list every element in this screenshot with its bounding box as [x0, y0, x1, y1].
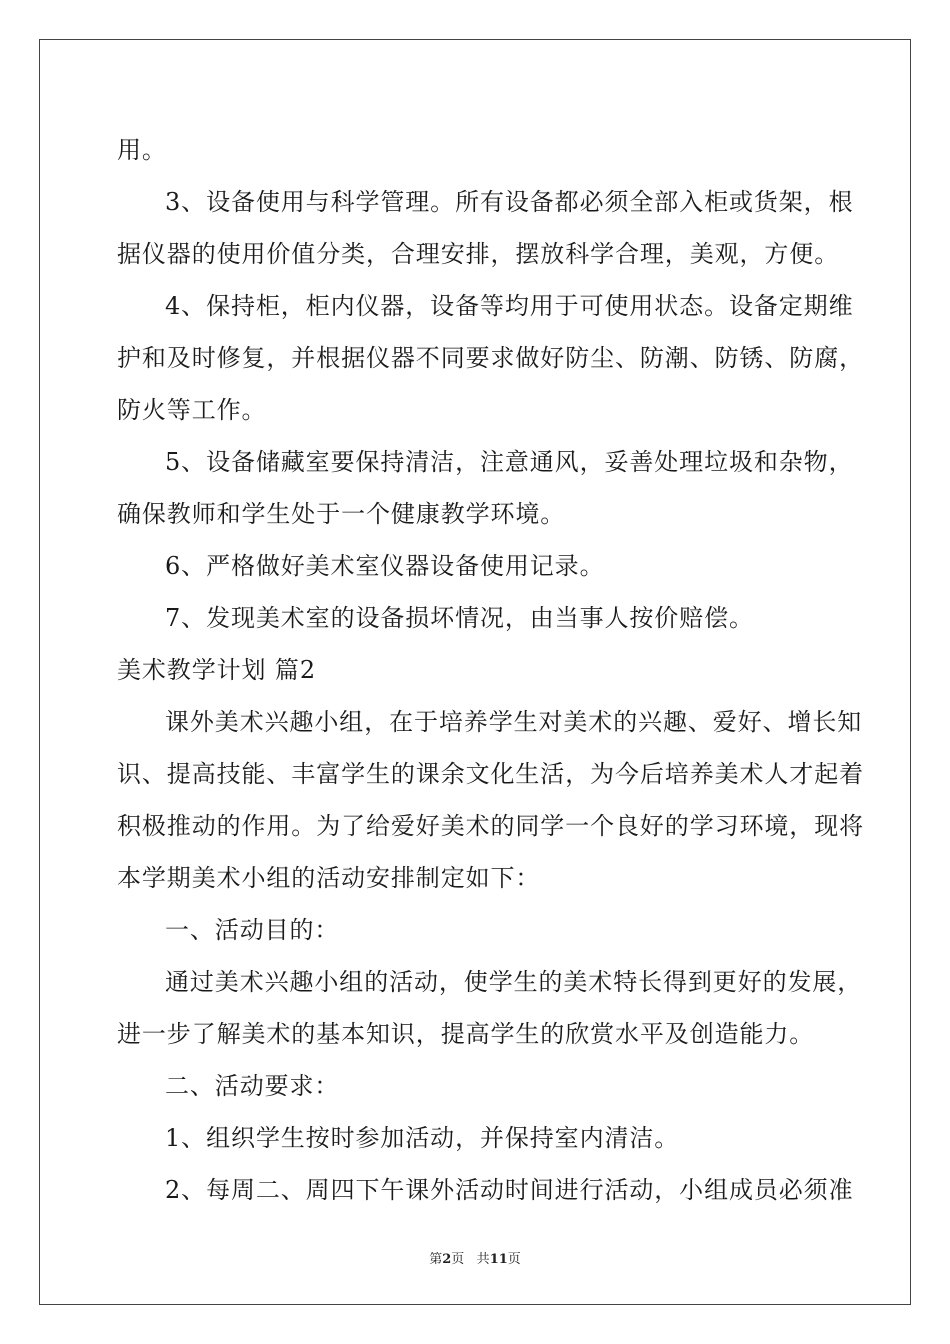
- page-suffix: 页: [451, 1252, 465, 1267]
- paragraph-line: 确保教师和学生处于一个健康教学环境。: [117, 500, 566, 528]
- subheading-line: 二、活动要求：: [165, 1072, 340, 1100]
- subheading-line: 一、活动目的：: [165, 916, 340, 944]
- paragraph-line: 7、发现美术室的设备损坏情况，由当事人按价赔偿。: [165, 604, 754, 632]
- paragraph-line: 1、组织学生按时参加活动，并保持室内清洁。: [165, 1124, 680, 1152]
- paragraph-line: 4、保持柜，柜内仪器，设备等均用于可使用状态。设备定期维: [165, 292, 854, 320]
- page-footer: [0, 1248, 950, 1267]
- paragraph-line: 本学期美术小组的活动安排制定如下：: [117, 864, 541, 892]
- paragraph-line: 通过美术兴趣小组的活动，使学生的美术特长得到更好的发展，: [165, 968, 863, 996]
- paragraph-line: 进一步了解美术的基本知识，提高学生的欣赏水平及创造能力。: [117, 1020, 815, 1048]
- paragraph-line: 6、严格做好美术室仪器设备使用记录。: [165, 552, 605, 580]
- total-pages: 11: [489, 1252, 508, 1267]
- page-number: 2: [442, 1252, 452, 1267]
- total-prefix: 共: [476, 1252, 490, 1267]
- paragraph-line: 护和及时修复，并根据仪器不同要求做好防尘、防潮、防锈、防腐，: [117, 344, 864, 372]
- paragraph-line: 防火等工作。: [117, 396, 267, 424]
- section-heading: 美术教学计划 篇2: [117, 656, 316, 684]
- total-suffix: 页: [507, 1252, 521, 1267]
- paragraph-line: 积极推动的作用。为了给爱好美术的同学一个良好的学习环境，现将: [117, 812, 864, 840]
- paragraph-line: 5、设备储藏室要保持清洁，注意通风，妥善处理垃圾和杂物，: [165, 448, 854, 476]
- paragraph-line: 2、每周二、周四下午课外活动时间进行活动，小组成员必须准: [165, 1176, 854, 1204]
- document-body: [117, 124, 864, 1216]
- page-prefix: 第: [429, 1252, 443, 1267]
- paragraph-line: 课外美术兴趣小组，在于培养学生对美术的兴趣、爱好、增长知: [165, 708, 863, 736]
- paragraph-line: 3、设备使用与科学管理。所有设备都必须全部入柜或货架，根: [165, 188, 854, 216]
- paragraph-line: 据仪器的使用价值分类，合理安排，摆放科学合理，美观，方便。: [117, 240, 840, 268]
- paragraph-line: 识、提高技能、丰富学生的课余文化生活，为今后培养美术人才起着: [117, 760, 864, 788]
- paragraph-line: 用。: [117, 136, 167, 164]
